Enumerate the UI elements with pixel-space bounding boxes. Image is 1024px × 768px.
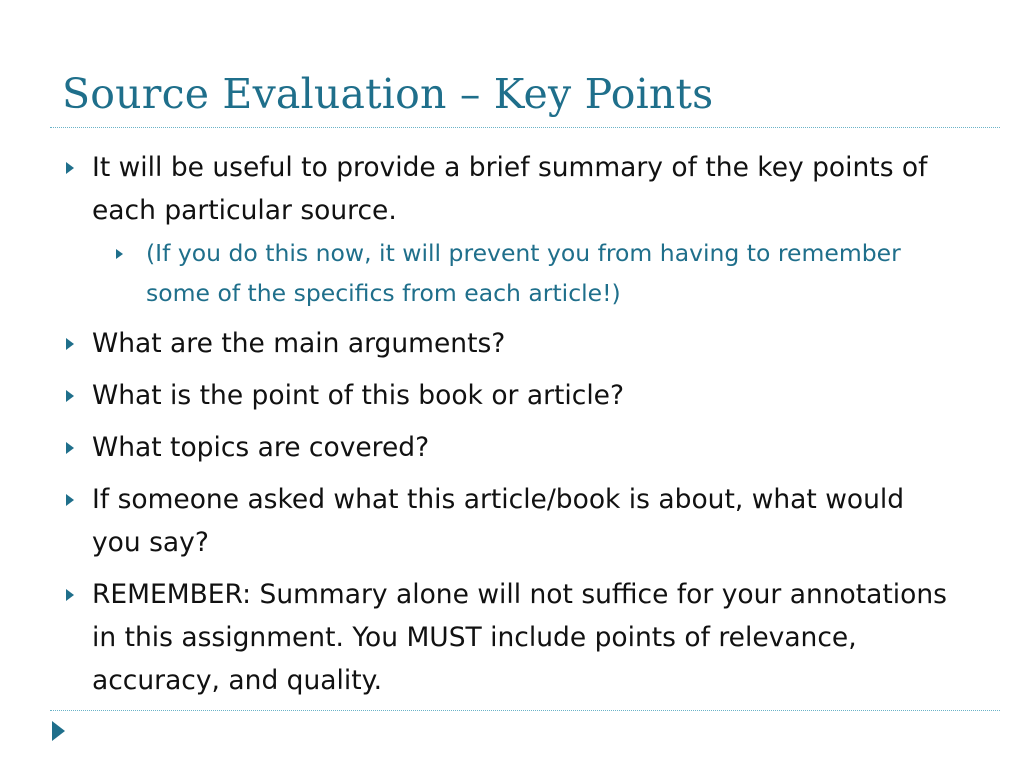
triangle-right-icon: [66, 162, 74, 174]
bullet-item-point: [60, 374, 960, 417]
bullet-text: It will be useful to provide a brief summary of the key points of each particular source.: [92, 152, 928, 226]
bullet-item-someone-asked: [60, 478, 960, 564]
bullet-item-arguments: [60, 322, 960, 365]
bullet-text: What are the main arguments?: [92, 328, 506, 359]
triangle-right-icon: [66, 589, 74, 601]
triangle-right-icon: [66, 390, 74, 402]
slide-title: Source Evaluation – Key Points: [62, 70, 714, 118]
bullet-item-summary: [60, 146, 960, 232]
triangle-right-icon: [66, 338, 74, 350]
triangle-right-icon: [66, 442, 74, 454]
bullet-list: [60, 146, 960, 711]
footer-divider: [50, 710, 1000, 711]
sub-bullet-item-prevent: [60, 233, 960, 313]
bullet-text: What topics are covered?: [92, 432, 430, 463]
bullet-text: If someone asked what this article/book is about, what would you say?: [92, 484, 905, 558]
bullet-text: What is the point of this book or article?: [92, 380, 625, 411]
bullet-item-remember: [60, 573, 960, 702]
sub-bullet-text: (If you do this now, it will prevent you from having to remember some of the specifics from each article!): [146, 239, 901, 307]
title-divider: [50, 127, 1000, 128]
corner-triangle-icon: [52, 721, 65, 741]
triangle-right-icon: [116, 249, 123, 259]
bullet-item-topics: [60, 426, 960, 469]
bullet-text: REMEMBER: Summary alone will not suffice for your annotations in this assignment. You MUST include points of relevance, accuracy, and quality.: [92, 579, 947, 696]
triangle-right-icon: [66, 494, 74, 506]
